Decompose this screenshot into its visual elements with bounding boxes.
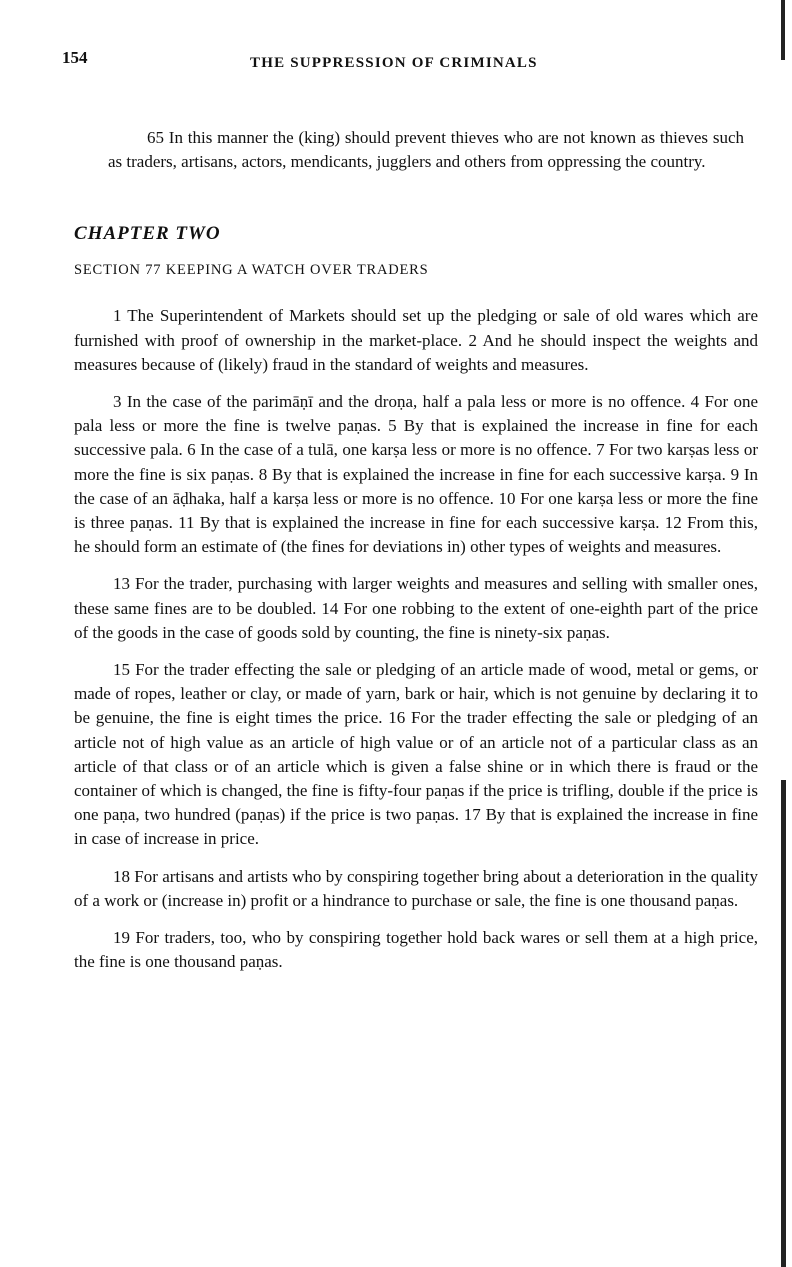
scan-edge-shadow	[781, 0, 785, 60]
paragraph-15-17: 15 For the trader effecting the sale or pledging of an article made of wood, metal or gems, or made of ropes, leather or clay, or made of yarn, bark or hair, which is not genuine by declaring it to be genuine, the fine is eight times the price. 16 For the trader effecting the sale or pledging of an article not of high value as an article of high value or of an article not of a particular class as an article of that class or of an article which is given a false shine or in which there is fraud or the container of which is changed, the fine is fifty-four paṇas if the price is trifling, double if the price is one paṇa, two hundred (paṇas) if the price is two paṇas. 17 By that is explained the increase in fine in case of increase in price.	[74, 660, 758, 849]
paragraph-13-14: 13 For the trader, purchasing with larger weights and measures and selling with smaller ones, these same fines are to be doubled. 14 For one robbing to the extent of one-eighth part of the price of the goods in the case of goods sold by counting, the fine is ninety-six paṇas.	[74, 574, 758, 642]
paragraph-65: 65 In this manner the (king) should prevent thieves who are not known as thieves such as traders, artisans, actors, mendicants, jugglers and others from oppressing the country.	[108, 128, 744, 172]
scan-edge-shadow	[781, 780, 786, 1267]
chapter-title: CHAPTER TWO	[74, 223, 221, 245]
paragraph-18: 18 For artisans and artists who by conspiring together bring about a deterioration in the quality of a work or (increase in) profit or a hindrance to purchase or sale, the fine is one thousand paṇas.	[74, 866, 758, 910]
paragraph-1-2: 1 The Superintendent of Markets should set up the pledging or sale of old wares which are furnished with proof of ownership in the market-place. 2 And he should inspect the weights and measures because of (likely) fraud in the standard of weights and measures.	[74, 306, 758, 374]
paragraph-3-12: 3 In the case of the parimāṇī and the droṇa, half a pala less or more is no offence. 4 For one pala less or more the fine is twelve paṇas. 5 By that is explained the increase in fine for each successive pala. 6 In the case of a tulā, one karṣa less or more is no offence. 7 For two karṣas less or more the fine is six paṇas. 8 By that is explained the increase in fine for each successive karṣa. 9 In the case of an āḍhaka, half a karṣa less or more is no offence. 10 For one karṣa less or more the fine is three paṇas. 11 By that is explained the increase in fine for each successive karṣa. 12 From this, he should form an estimate of (the fines for deviations in) other types of weights and measures.	[74, 392, 758, 557]
section-title: SECTION 77 KEEPING A WATCH OVER TRADERS	[74, 262, 429, 279]
running-title: THE SUPPRESSION OF CRIMINALS	[250, 55, 538, 71]
page-number: 154	[62, 48, 88, 67]
page-body	[74, 126, 758, 974]
paragraph-19: 19 For traders, too, who by conspiring together hold back wares or sell them at a high price, the fine is one thousand paṇas.	[74, 928, 758, 972]
